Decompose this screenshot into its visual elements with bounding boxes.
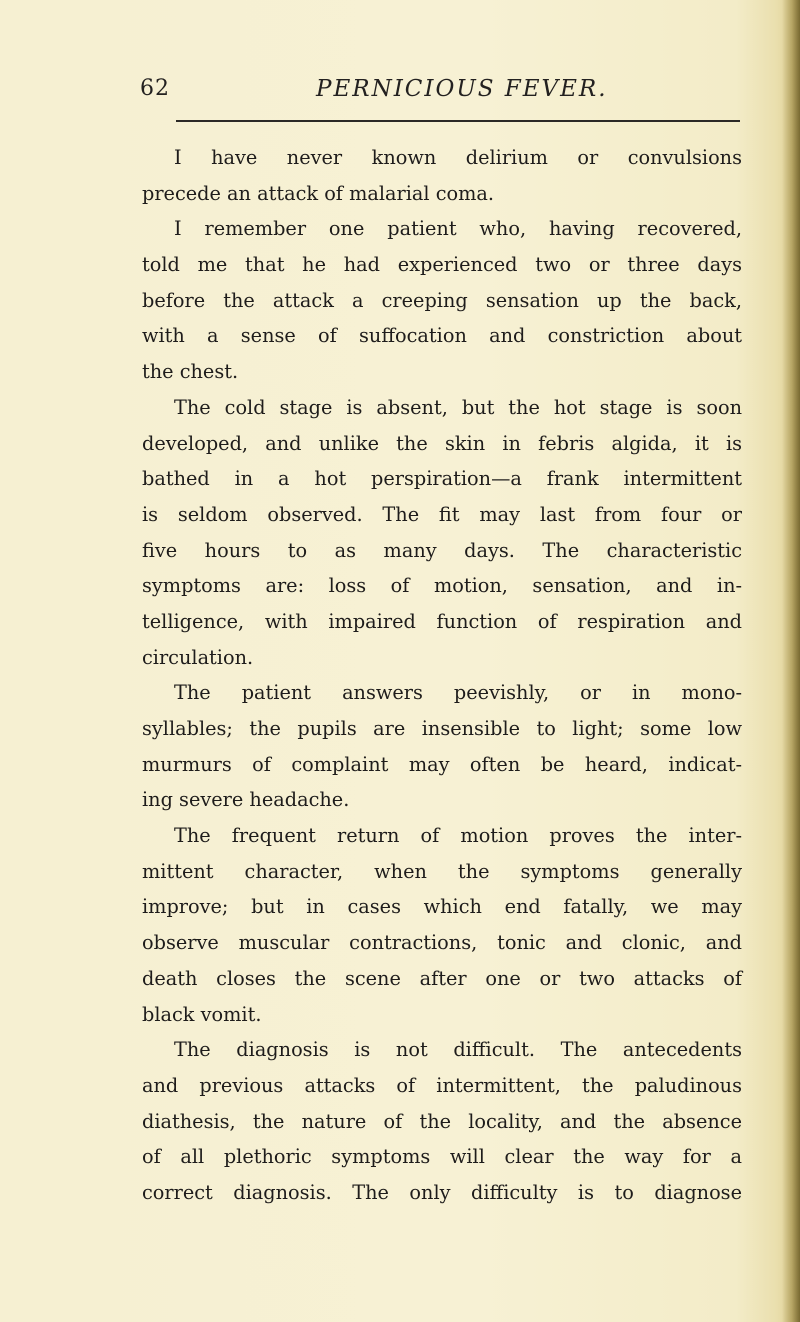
text-line: The frequent return of motion proves the inter-: [174, 824, 742, 848]
text-line: murmurs of complaint may often be heard, indicat-: [142, 752, 742, 776]
text-line: mittent character, when the symptoms generally: [142, 859, 742, 883]
text-line: syllables; the pupils are insensible to light; some low: [142, 717, 742, 740]
body-text: [142, 140, 742, 1211]
page-edge-shadow: [782, 0, 800, 1322]
text-line: observe muscular contractions, tonic and clonic, and: [142, 931, 742, 955]
text-line: symptoms are: loss of motion, sensation, and in-: [142, 574, 742, 598]
text-line: The cold stage is absent, but the hot stage is soon: [174, 395, 742, 419]
text-line: ing severe headache.: [142, 788, 350, 812]
text-line: telligence, with impaired function of respiration and: [142, 609, 742, 633]
text-line: correct diagnosis. The only difficulty is to diagnose: [142, 1180, 742, 1204]
text-line: and previous attacks of intermittent, the paludinous: [142, 1073, 742, 1097]
text-line: the chest.: [142, 360, 239, 384]
text-line: black vomit.: [142, 1002, 262, 1026]
text-line: five hours to as many days. The characteristic: [142, 538, 742, 562]
running-title: PERNICIOUS FEVER.: [316, 76, 608, 102]
text-line: of all plethoric symptoms will clear the way for a: [142, 1145, 742, 1169]
page-number: 62: [140, 76, 170, 101]
text-line: The diagnosis is not difficult. The antecedents: [174, 1038, 742, 1062]
text-line: is seldom observed. The fit may last from four or: [142, 502, 742, 526]
text-line: improve; but in cases which end fatally, we may: [142, 895, 742, 919]
text-line: circulation.: [142, 645, 254, 669]
page-header: [140, 76, 740, 110]
text-line: bathed in a hot perspiration—a frank intermittent: [142, 467, 742, 491]
text-line: The patient answers peevishly, or in mono-: [174, 681, 742, 705]
text-line: death closes the scene after one or two attacks of: [142, 966, 742, 990]
text-line: developed, and unlike the skin in febris algida, it is: [142, 431, 742, 455]
text-line: before the attack a creeping sensation up the back,: [142, 288, 742, 312]
text-line: precede an attack of malarial coma.: [142, 181, 495, 205]
text-line: diathesis, the nature of the locality, and the absence: [142, 1109, 742, 1133]
text-line: with a sense of suffocation and constriction about: [142, 324, 742, 348]
header-rule: [176, 120, 740, 122]
text-line: told me that he had experienced two or three days: [142, 253, 742, 277]
text-line: I remember one patient who, having recovered,: [174, 217, 742, 241]
text-line: I have never known delirium or convulsions: [174, 146, 742, 169]
